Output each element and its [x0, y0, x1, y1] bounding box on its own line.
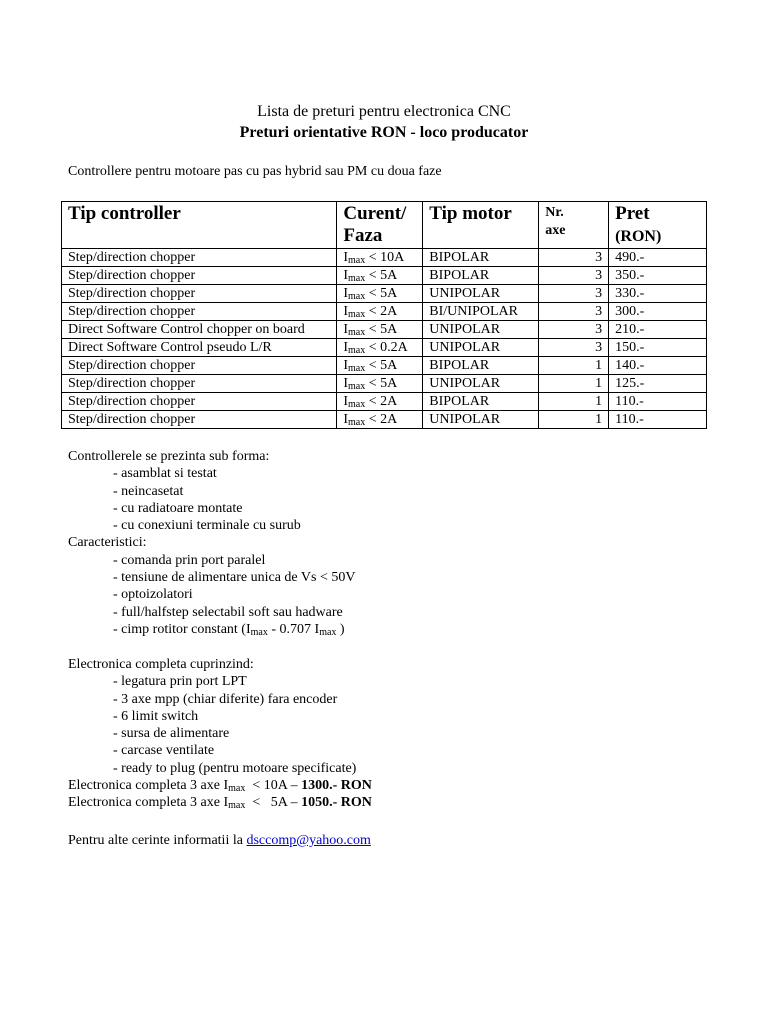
list-item: - 6 limit switch — [113, 708, 199, 724]
cell-motor: UNIPOLAR — [423, 285, 539, 303]
list-item-cimp-rotitor: - cimp rotitor constant ($I_{max} - 0.707$ $I_{max}$ ) — [113, 621, 345, 638]
cell-motor: UNIPOLAR — [423, 339, 539, 357]
list-item: - sursa de alimentare — [113, 726, 230, 742]
cell-axe: 1 — [539, 393, 609, 411]
cell-current: $I_{max} < 10A$ — [337, 249, 423, 267]
header-curent: Curent/ Faza — [337, 202, 423, 249]
list-item: - carcase ventilate — [113, 743, 215, 759]
table-row — [62, 321, 707, 339]
cell-current: $I_{max} < 2A$ — [337, 303, 423, 321]
table-row — [62, 249, 707, 267]
table-row — [62, 267, 707, 285]
completa-price-5a: Electronica completa 3 axe $I_{max} < 5A - 1050.-$ RON — [68, 795, 372, 812]
cell-motor: UNIPOLAR — [423, 375, 539, 393]
table-row — [62, 411, 707, 429]
table-row — [62, 357, 707, 375]
cell-axe: 3 — [539, 285, 609, 303]
forma-heading: Controllerele se prezinta sub forma: — [68, 449, 270, 464]
cell-pret: 110.- — [609, 411, 707, 429]
document-subtitle: Preturi orientative RON - loco producator — [239, 124, 529, 141]
completa-section — [68, 656, 372, 812]
list-item: - legatura prin port LPT — [113, 674, 247, 690]
list-item: - asamblat si testat — [113, 466, 217, 482]
cell-controller: Step/direction chopper — [62, 375, 337, 393]
cell-axe: 3 — [539, 249, 609, 267]
cell-current: $I_{max} < 0.2A$ — [337, 339, 423, 357]
cell-motor: UNIPOLAR — [423, 321, 539, 339]
cell-controller: Step/direction chopper — [62, 357, 337, 375]
cell-current: $I_{max} < 5A$ — [337, 321, 423, 339]
header-nr-axe: Nr. axe — [539, 202, 609, 249]
list-item: - comanda prin port paralel — [113, 552, 266, 568]
price-table — [61, 201, 707, 429]
cell-axe: 3 — [539, 339, 609, 357]
cell-current: $I_{max} < 5A$ — [337, 357, 423, 375]
cell-current: $I_{max} < 2A$ — [337, 411, 423, 429]
cell-motor: UNIPOLAR — [423, 411, 539, 429]
cell-controller: Step/direction chopper — [62, 393, 337, 411]
cell-axe: 3 — [539, 321, 609, 339]
intro-text: Controllere pentru motoare pas cu pas hybrid sau PM cu doua faze — [68, 164, 442, 179]
cell-controller: Step/direction chopper — [62, 267, 337, 285]
cell-pret: 490.- — [609, 249, 707, 267]
cell-pret: 210.- — [609, 321, 707, 339]
cell-pret: 140.- — [609, 357, 707, 375]
cell-pret: 125.- — [609, 375, 707, 393]
email-link[interactable]: dsccomp@yahoo.com — [246, 833, 371, 848]
cell-controller: Step/direction chopper — [62, 249, 337, 267]
cell-pret: 300.- — [609, 303, 707, 321]
cell-controller: Step/direction chopper — [62, 303, 337, 321]
list-item: - cu conexiuni terminale cu surub — [113, 518, 301, 534]
table-row — [62, 393, 707, 411]
cell-pret: 150.- — [609, 339, 707, 357]
caracteristici-heading: Caracteristici: — [68, 535, 147, 551]
completa-price-10a: Electronica completa 3 axe $I_{max} < 10A - 1300.-$ RON — [68, 778, 372, 795]
cell-motor: BI/UNIPOLAR — [423, 303, 539, 321]
cell-current: $I_{max} < 5A$ — [337, 285, 423, 303]
cell-current: $I_{max} < 5A$ — [337, 375, 423, 393]
list-item: - ready to plug (pentru motoare specificate) — [113, 760, 357, 776]
cell-pret: 350.- — [609, 267, 707, 285]
cell-motor: BIPOLAR — [423, 393, 539, 411]
contact-text: Pentru alte cerinte informatii la — [68, 833, 247, 848]
cell-axe: 3 — [539, 267, 609, 285]
table-row — [62, 339, 707, 357]
document-title: Lista de preturi pentru electronica CNC — [257, 103, 511, 120]
header-pret: Pret (RON) — [609, 202, 707, 249]
cell-axe: 1 — [539, 411, 609, 429]
cell-motor: BIPOLAR — [423, 267, 539, 285]
list-item: - neincasetat — [113, 483, 184, 499]
list-item: - 3 axe mpp (chiar diferite) fara encoder — [113, 691, 338, 707]
cell-controller: Direct Software Control chopper on board — [62, 321, 337, 339]
completa-heading: Electronica completa cuprinzind: — [68, 657, 254, 672]
table-row — [62, 285, 707, 303]
cell-motor: BIPOLAR — [423, 357, 539, 375]
table-row — [62, 303, 707, 321]
cell-pret: 110.- — [609, 393, 707, 411]
list-item: - cu radiatoare montate — [113, 500, 243, 516]
header-tip-motor: Tip motor — [423, 202, 539, 249]
list-item: - full/halfstep selectabil soft sau hadware — [113, 604, 343, 620]
cell-controller: Step/direction chopper — [62, 285, 337, 303]
cell-pret: 330.- — [609, 285, 707, 303]
cell-axe: 1 — [539, 375, 609, 393]
header-tip-controller: Tip controller — [62, 202, 337, 249]
cell-controller: Step/direction chopper — [62, 411, 337, 429]
list-item: - tensiune de alimentare unica de Vs < 50V — [113, 570, 356, 586]
cell-current: $I_{max} < 5A$ — [337, 267, 423, 285]
cell-current: $I_{max} < 2A$ — [337, 393, 423, 411]
cell-controller: Direct Software Control pseudo L/R — [62, 339, 337, 357]
cell-motor: BIPOLAR — [423, 249, 539, 267]
contact-line — [68, 832, 371, 849]
forma-section — [68, 448, 355, 638]
table-row — [62, 375, 707, 393]
table-header-row — [62, 202, 707, 249]
cell-axe: 3 — [539, 303, 609, 321]
cell-axe: 1 — [539, 357, 609, 375]
list-item: - optoizolatori — [113, 587, 193, 603]
